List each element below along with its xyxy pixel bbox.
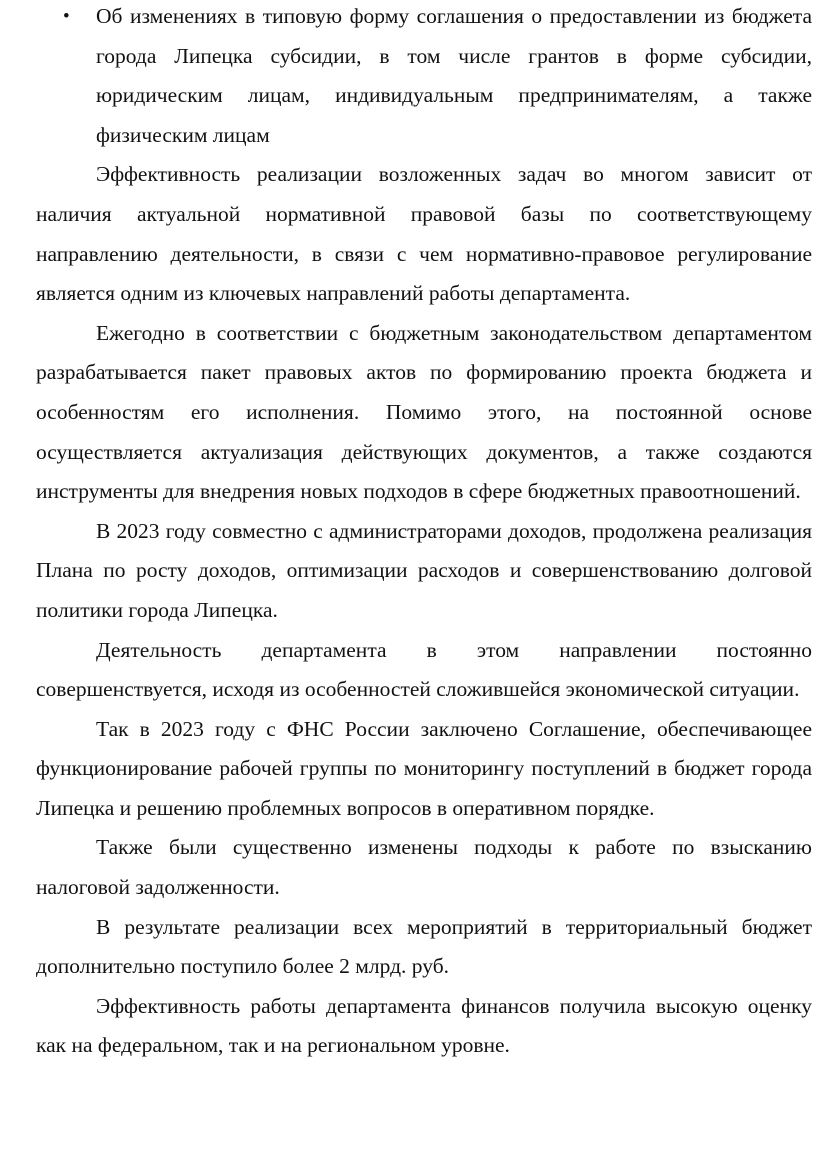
paragraph-evaluation: Эффективность работы департамента финансов получила высокую оценку как на федеральном, так и на региональном уровне. — [36, 993, 812, 1058]
bullet-marker: • — [63, 6, 70, 27]
bullet-item-text: Об изменениях в типовую форму соглашения о предоставлении из бюджета города Липецка субсидии, в том числе грантов в форме субсидии, юридическим лицам, индивидуальным предпринимателям, а также физическим лицам — [96, 4, 812, 147]
paragraph-activity: Деятельность департамента в этом направлении постоянно совершенствуется, исходя из особенностей сложившейся экономической ситуации. — [36, 637, 812, 702]
paragraph-income-plan: В 2023 году совместно с администраторами доходов, продолжена реализация Плана по росту доходов, оптимизации расходов и совершенствованию долговой политики города Липецка. — [36, 518, 812, 622]
paragraph-legal-base: Эффективность реализации возложенных задач во многом зависит от наличия актуальной нормативной правовой базы по соответствующему направлению деятельности, в связи с чем нормативно-правовое регулирование является одним из ключевых направлений работы департамента. — [36, 162, 812, 306]
paragraph-tax-debt: Также были существенно изменены подходы к работе по взысканию налоговой задолженности. — [36, 835, 812, 900]
paragraph-fns-agreement: Так в 2023 году с ФНС России заключено Соглашение, обеспечивающее функционирование рабочей группы по мониторингу поступлений в бюджет города Липецка и решению проблемных вопросов в оперативном порядке. — [36, 716, 812, 820]
paragraph-results: В результате реализации всех мероприятий в территориальный бюджет дополнительно поступило более 2 млрд. руб. — [36, 914, 812, 979]
bullet-list-item — [36, 0, 812, 155]
paragraph-annual-acts: Ежегодно в соответствии с бюджетным законодательством департаментом разрабатывается пакет правовых актов по формированию проекта бюджета и особенностям его исполнения. Помимо этого, на постоянной основе осуществляется актуализация действующих документов, а также создаются инструменты для внедрения новых подходов в сфере бюджетных правоотношений. — [36, 320, 812, 504]
